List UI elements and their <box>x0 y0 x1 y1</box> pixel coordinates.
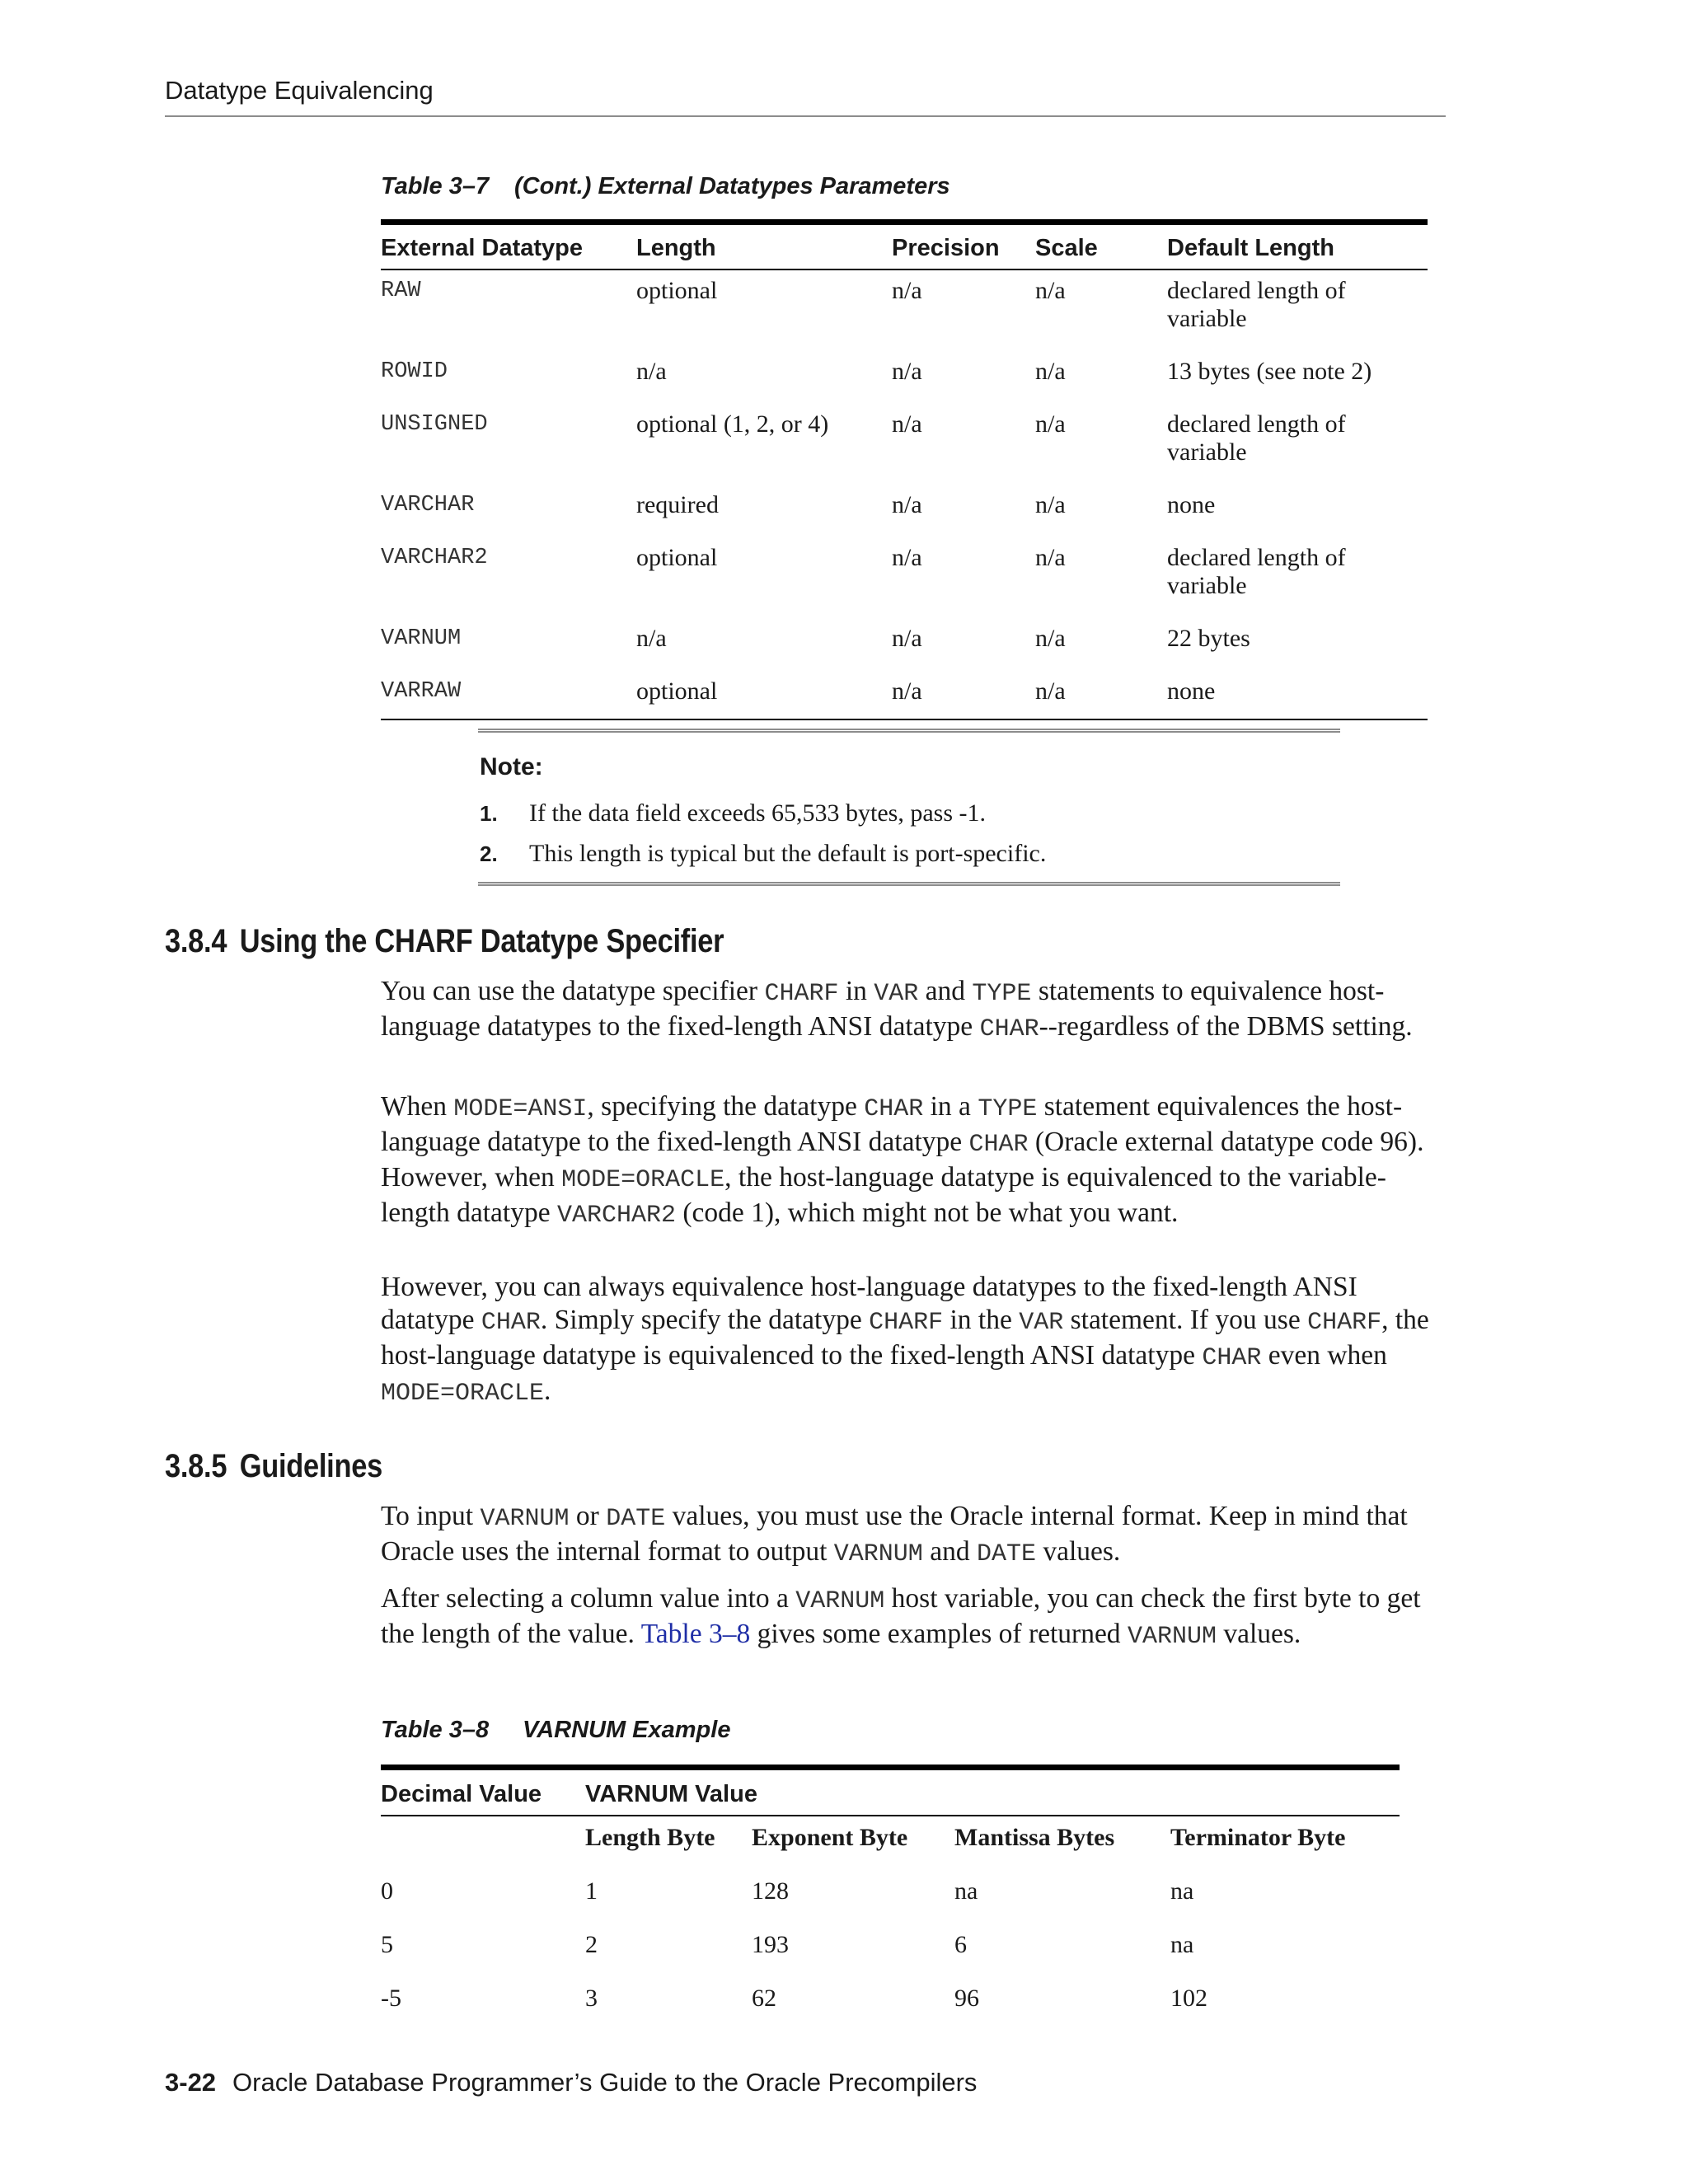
text-run: When <box>381 1091 454 1122</box>
book-title: Oracle Database Programmer’s Guide to the Oracle Precompilers <box>232 2068 978 2097</box>
table-3-7-col-header: Default Length <box>1167 223 1428 269</box>
text-run: even when <box>1261 1340 1387 1371</box>
table-cell: n/a <box>1035 490 1066 518</box>
table-cell: n/a <box>636 357 667 385</box>
note-item-number: 1. <box>480 801 498 826</box>
table-cell: n/a <box>1035 276 1066 304</box>
table-3-8-group-header: VARNUM Value <box>585 1768 1400 1816</box>
inline-code: VARNUM <box>833 1540 923 1568</box>
inline-code: DATE <box>976 1540 1036 1568</box>
table-cell: n/a <box>1035 410 1066 438</box>
table-cell: VARRAW <box>381 678 462 704</box>
note-title: Note: <box>480 753 543 780</box>
table-row <box>381 1924 1400 1977</box>
inline-code: TYPE <box>972 980 1032 1008</box>
table-row <box>381 618 1428 671</box>
table-cell <box>381 1816 585 1870</box>
table-cell: 6 <box>954 1930 967 1958</box>
section-heading-3-8-5 <box>165 1448 382 1485</box>
table-cell: 62 <box>752 1984 776 2012</box>
table-3-8-subheader: Exponent Byte <box>752 1823 908 1851</box>
inline-code: VARNUM <box>480 1505 570 1533</box>
note-item-text: This length is typical but the default is port-specific. <box>529 840 1047 867</box>
table-cell: n/a <box>892 543 922 571</box>
inline-code: DATE <box>606 1505 666 1533</box>
cross-reference-link[interactable]: Table 3–8 <box>640 1619 751 1649</box>
text-run: values. <box>1035 1536 1121 1567</box>
inline-code: VARNUM <box>795 1587 885 1615</box>
table-3-7-col-header: External Datatype <box>381 223 636 269</box>
table-cell: 13 bytes (see note 2) <box>1167 357 1372 385</box>
text-run: statements to equivalence host-language datatypes to the fixed-length ANSI datatype <box>381 976 1385 1042</box>
note-item <box>480 799 986 827</box>
table-cell: optional <box>636 543 718 571</box>
table-3-8-subheader-row <box>381 1816 1400 1870</box>
table-cell: UNSIGNED <box>381 411 488 437</box>
note-item <box>480 840 1046 868</box>
inline-code: CHAR <box>968 1131 1029 1159</box>
table-cell: na <box>1170 1930 1194 1958</box>
table-row <box>381 1977 1400 2031</box>
table-3-8 <box>381 1765 1400 2031</box>
text-run: To input <box>381 1501 481 1531</box>
table-cell: 102 <box>1170 1984 1207 2012</box>
table-3-8-caption-title: VARNUM Example <box>523 1717 731 1743</box>
table-cell: declared length of variable <box>1167 276 1346 332</box>
text-run: After selecting a column value into a <box>381 1583 796 1614</box>
table-cell: n/a <box>892 677 922 705</box>
page-number: 3-22 <box>165 2068 217 2097</box>
table-3-7-col-header: Scale <box>1035 223 1167 269</box>
note-bottom-rule <box>478 882 1340 886</box>
table-cell: n/a <box>892 276 922 304</box>
table-cell: 2 <box>585 1930 598 1958</box>
inline-code: MODE=ORACLE <box>561 1166 725 1194</box>
table-row <box>381 537 1428 618</box>
paragraph <box>381 975 1452 1046</box>
table-cell: 3 <box>585 1984 598 2012</box>
table-3-8-col-header: Decimal Value <box>381 1768 585 1816</box>
table-3-8-subheader: Mantissa Bytes <box>954 1823 1115 1851</box>
inline-code: CHARF <box>869 1309 944 1337</box>
table-cell: 0 <box>381 1877 393 1905</box>
table-row <box>381 1870 1400 1924</box>
inline-code: VAR <box>1019 1309 1064 1337</box>
section-heading-3-8-4 <box>165 923 724 960</box>
section-title: Using the CHARF Datatype Specifier <box>239 923 724 959</box>
text-run: , the host-language datatype is equivalenced to the variable-length datatype <box>381 1162 1386 1228</box>
inline-code: CHAR <box>979 1015 1039 1043</box>
table-3-8-caption <box>381 1717 730 1744</box>
text-run: host variable, you can check the first byte to get the length of the value. <box>381 1583 1421 1649</box>
text-run: values, you must use the Oracle internal format. Keep in mind that Oracle uses the internal format to output <box>381 1501 1408 1567</box>
text-run: , the host-language datatype is equivalenced to the fixed-length ANSI datatype <box>381 1305 1429 1371</box>
inline-code: CHARF <box>1307 1309 1382 1337</box>
paragraph <box>381 1271 1452 1410</box>
table-cell: VARCHAR2 <box>381 545 488 570</box>
table-cell: optional <box>636 276 718 304</box>
table-cell: optional <box>636 677 718 705</box>
paragraph <box>381 1500 1452 1571</box>
text-run: statement. If you use <box>1063 1305 1308 1335</box>
table-cell: n/a <box>1035 677 1066 705</box>
text-run: (Oracle external datatype code 96). However, when <box>381 1127 1424 1193</box>
text-run: You can use the datatype specifier <box>381 976 765 1006</box>
table-cell: n/a <box>892 490 922 518</box>
table-3-7-caption-title: (Cont.) External Datatypes Parameters <box>514 173 950 199</box>
table-cell: optional (1, 2, or 4) <box>636 410 829 438</box>
inline-code: CHAR <box>864 1095 924 1123</box>
table-cell: 128 <box>752 1877 789 1905</box>
table-3-8-caption-label: Table 3–8 <box>381 1717 490 1743</box>
table-cell: n/a <box>636 624 667 652</box>
table-cell: 193 <box>752 1930 789 1958</box>
table-cell: 96 <box>954 1984 979 2012</box>
table-3-7-col-header: Length <box>636 223 892 269</box>
running-header: Datatype Equivalencing <box>165 76 434 105</box>
table-row <box>381 671 1428 719</box>
inline-code: VARNUM <box>1127 1623 1217 1651</box>
table-cell: none <box>1167 490 1216 518</box>
inline-code: CHAR <box>1202 1344 1262 1372</box>
note-item-number: 2. <box>480 841 498 866</box>
table-3-8-subheader: Terminator Byte <box>1170 1823 1346 1851</box>
text-run: , specifying the datatype <box>587 1091 865 1122</box>
note-top-rule <box>478 729 1340 733</box>
section-title: Guidelines <box>239 1448 382 1484</box>
inline-code: VARCHAR2 <box>556 1202 676 1230</box>
text-run: and <box>922 1536 977 1567</box>
inline-code: VAR <box>874 980 919 1008</box>
table-cell: none <box>1167 677 1216 705</box>
table-cell: n/a <box>892 357 922 385</box>
table-cell: RAW <box>381 278 421 303</box>
table-row <box>381 485 1428 537</box>
note-item-text: If the data field exceeds 65,533 bytes, pass -1. <box>529 799 986 827</box>
table-3-8-subheader: Length Byte <box>585 1823 715 1851</box>
table-cell: n/a <box>1035 543 1066 571</box>
text-run: values. <box>1216 1619 1301 1649</box>
table-3-7-caption <box>381 173 950 200</box>
table-cell: 1 <box>585 1877 598 1905</box>
table-cell: 5 <box>381 1930 393 1958</box>
inline-code: MODE=ANSI <box>453 1095 588 1123</box>
section-number: 3.8.5 <box>165 1448 227 1484</box>
table-3-7-caption-label: Table 3–7 <box>381 173 490 199</box>
paragraph <box>381 1582 1452 1653</box>
text-run: in <box>838 976 874 1006</box>
inline-code: CHARF <box>764 980 839 1008</box>
text-run: However, you can always equivalence host-language datatypes to the fixed-length ANSI datatype <box>381 1272 1357 1335</box>
text-run: in the <box>943 1305 1020 1335</box>
table-cell: VARNUM <box>381 626 462 651</box>
text-run: . Simply specify the datatype <box>540 1305 870 1335</box>
table-cell: n/a <box>1035 357 1066 385</box>
header-rule <box>165 115 1446 117</box>
text-run: in a <box>923 1091 978 1122</box>
text-run: statement equivalences the host-language datatype to the fixed-length ANSI datatype <box>381 1091 1403 1157</box>
table-3-7-col-header: Precision <box>892 223 1035 269</box>
table-cell: na <box>1170 1877 1194 1905</box>
inline-code: MODE=ORACLE <box>381 1380 545 1408</box>
table-cell: 22 bytes <box>1167 624 1250 652</box>
table-cell: declared length of variable <box>1167 410 1346 466</box>
table-cell: -5 <box>381 1984 401 2012</box>
table-cell: n/a <box>892 624 922 652</box>
text-run: (code 1), which might not be what you want. <box>676 1197 1179 1228</box>
table-row <box>381 269 1428 351</box>
table-cell: n/a <box>1035 624 1066 652</box>
text-run: gives some examples of returned <box>750 1619 1128 1649</box>
table-3-7-header-row <box>381 223 1428 269</box>
table-cell: ROWID <box>381 359 448 384</box>
table-3-7 <box>381 219 1428 720</box>
table-cell: VARCHAR <box>381 492 475 518</box>
paragraph <box>381 1090 1452 1232</box>
text-run: . <box>544 1376 551 1406</box>
text-run: or <box>569 1501 607 1531</box>
inline-code: CHAR <box>481 1309 541 1337</box>
table-row <box>381 404 1428 485</box>
table-3-8-header-row <box>381 1768 1400 1816</box>
text-run: and <box>918 976 973 1006</box>
table-cell: na <box>954 1877 978 1905</box>
table-cell: declared length of variable <box>1167 543 1346 599</box>
inline-code: TYPE <box>978 1095 1038 1123</box>
table-cell: n/a <box>892 410 922 438</box>
table-row <box>381 351 1428 404</box>
text-run: --regardless of the DBMS setting. <box>1039 1011 1413 1042</box>
table-cell: required <box>636 490 719 518</box>
section-number: 3.8.4 <box>165 923 227 959</box>
page-footer <box>165 2068 977 2097</box>
